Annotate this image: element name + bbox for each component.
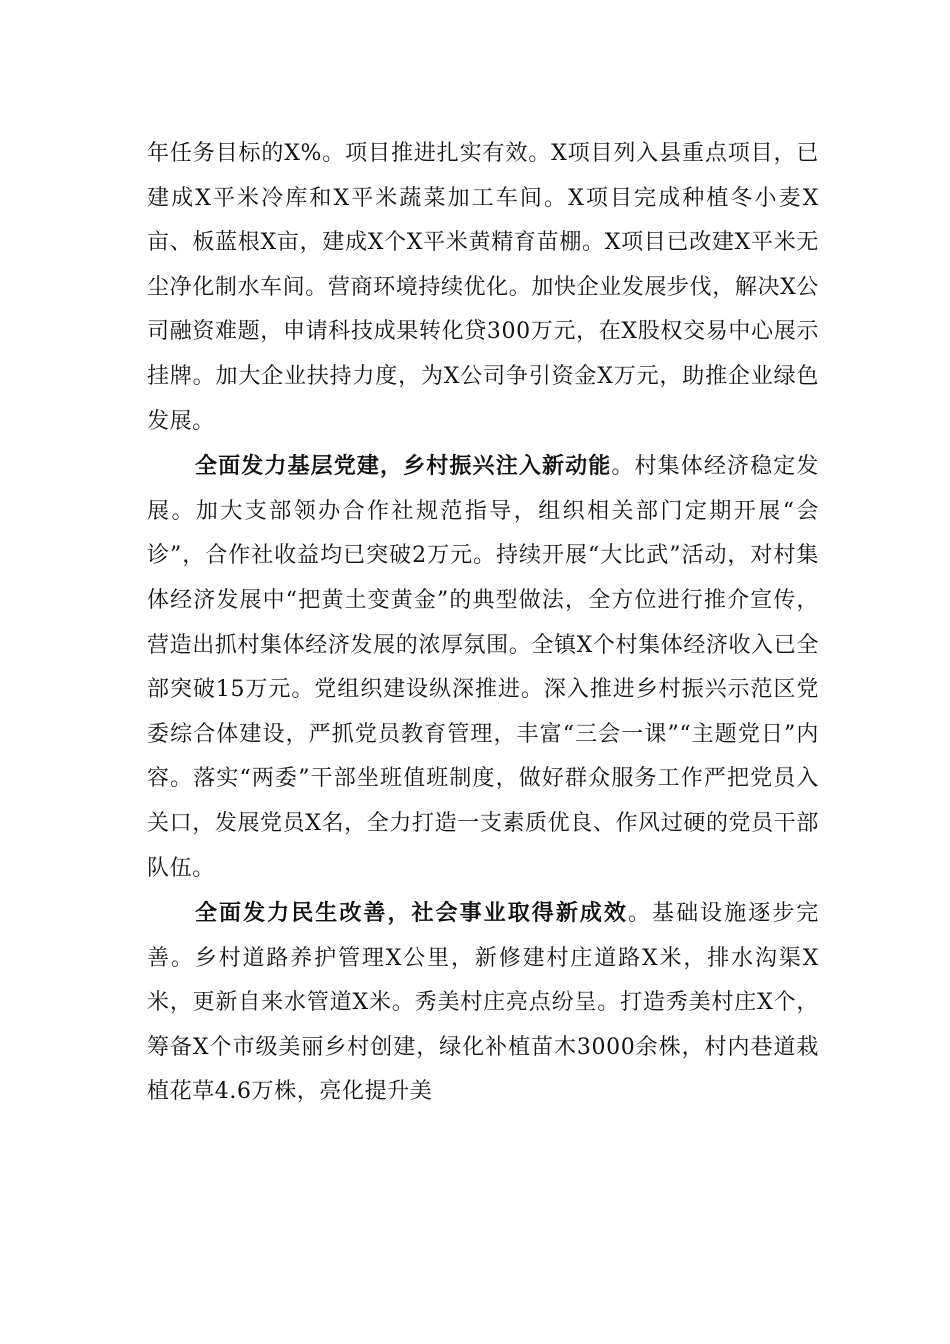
paragraph-1-text: 年任务目标的X%。项目推进扎实有效。X项目列入县重点项目，已建成X平米冷库和X平米蔬菜加工车间。X项目完成种植冬小麦X亩、板蓝根X亩，建成X个X平米黄精育苗棚。X项目已改建X平米无尘净化制水车间。营商环境持续优化。加快企业发展步伐，解决X公司融资难题，申请科技成果转化贷300万元，在X股权交易中心展示挂牌。加大企业扶持力度，为X公司争引资金X万元，助推企业绿色发展。: [147, 141, 819, 434]
paragraph-2-heading: 全面发力基层党建，乡村振兴注入新动能: [195, 453, 612, 480]
paragraph-2: [147, 444, 819, 891]
paragraph-1: [147, 132, 819, 444]
paragraph-3: [147, 891, 819, 1115]
document-body: [147, 132, 819, 1115]
paragraph-3-text: 。基础设施逐步完善。乡村道路养护管理X公里，新修建村庄道路X米，排水沟渠X米，更新自来水管道X米。秀美村庄亮点纷呈。打造秀美村庄X个，筹备X个市级美丽乡村创建，绿化补植苗木3000余株，村内巷道栽植花草4.6万株，亮化提升美: [147, 901, 819, 1105]
paragraph-2-text: 。村集体经济稳定发展。加大支部领办合作社规范指导，组织相关部门定期开展“会诊”，合作社收益均已突破2万元。持续开展“大比武”活动，对村集体经济发展中“把黄土变黄金”的典型做法，全方位进行推介宣传，营造出抓村集体经济发展的浓厚氛围。全镇X个村集体经济收入已全部突破15万元。党组织建设纵深推进。深入推进乡村振兴示范区党委综合体建设，严抓党员教育管理，丰富“三会一课”“主题党日”内容。落实“两委”干部坐班值班制度，做好群众服务工作严把党员入关口，发展党员X名，全力打造一支素质优良、作风过硬的党员干部队伍。: [147, 454, 819, 881]
paragraph-3-heading: 全面发力民生改善，社会事业取得新成效: [195, 900, 628, 927]
